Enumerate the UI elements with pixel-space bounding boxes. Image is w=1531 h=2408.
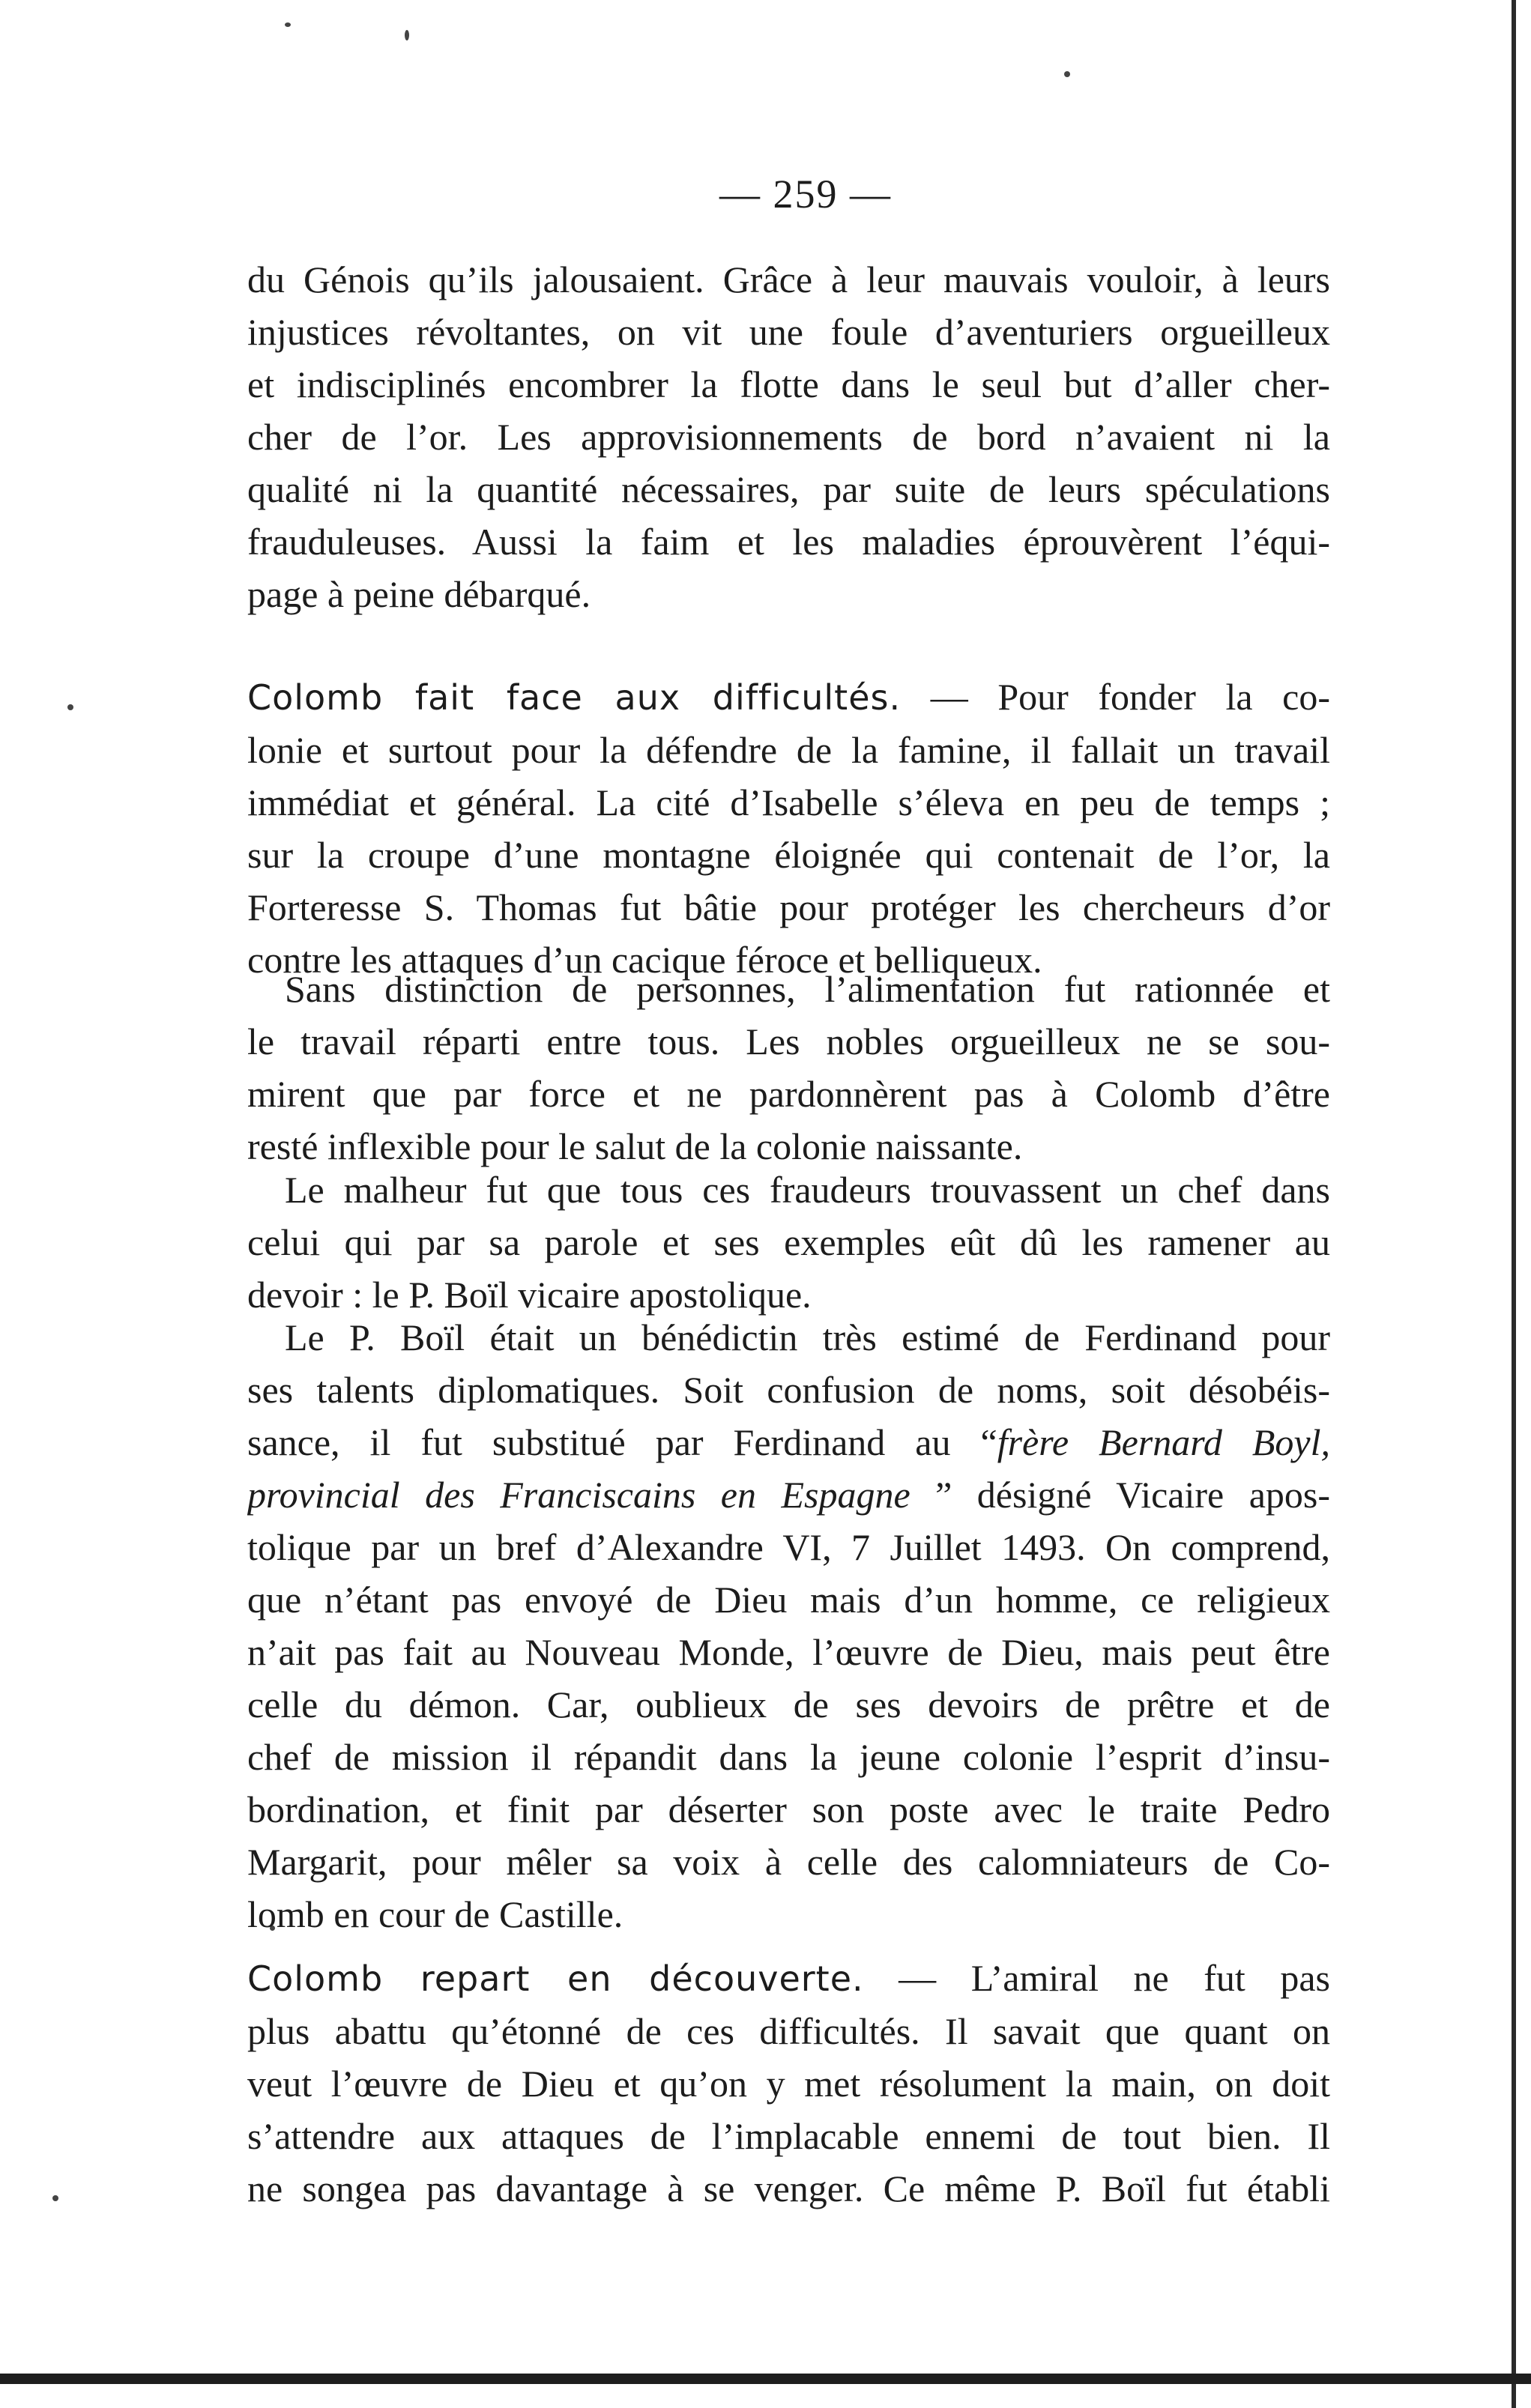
text-line: sur la croupe d’une montagne éloignée qui contenait de l’or, la xyxy=(247,834,1330,876)
section-first-line xyxy=(247,1952,1330,2005)
italic-title: frère Bernard Boyl, xyxy=(997,1421,1330,1463)
text-line: page à peine débarqué. xyxy=(247,573,591,615)
scan-speck xyxy=(285,22,291,27)
text-line: ne songea pas davantage à se venger. Ce même P. Boïl fut établi xyxy=(247,2167,1330,2209)
text-line: Margarit, pour mêler sa voix à celle des calomniateurs de Co- xyxy=(247,1841,1330,1883)
text-line: lomb en cour de Castille. xyxy=(247,1893,623,1935)
text-line: s’attendre aux attaques de l’implacable ennemi de tout bien. Il xyxy=(247,2115,1330,2157)
section-heading: Colomb fait face aux difficultés. xyxy=(247,677,902,718)
text-line: et indisciplinés encombrer la flotte dans le seul but d’aller cher- xyxy=(247,363,1330,405)
paragraph-3 xyxy=(247,963,1330,1173)
text-line: Le P. Boïl était un bénédictin très estimé de Ferdinand pour xyxy=(285,1316,1330,1358)
paragraph-5 xyxy=(247,1311,1330,1940)
scan-speck xyxy=(405,30,409,40)
text-line: ses talents diplomatiques. Soit confusion de noms, soit désobéis- xyxy=(247,1369,1330,1411)
scan-speck xyxy=(1064,71,1070,77)
text-line: celle du démon. Car, oublieux de ses devoirs de prêtre et de xyxy=(247,1684,1330,1725)
text-line: resté inflexible pour le salut de la colonie naissante. xyxy=(247,1125,1023,1167)
text-fragment: ” désigné Vicaire apos- xyxy=(910,1474,1330,1516)
text-fragment: — Pour fonder la co- xyxy=(930,676,1330,718)
text-line: mirent que par force et ne pardonnèrent pas à Colomb d’être xyxy=(247,1073,1330,1115)
text-line xyxy=(247,1416,1330,1468)
text-line: injustices révoltantes, on vit une foule d’aventuriers orgueilleux xyxy=(247,311,1330,353)
text-line: immédiat et général. La cité d’Isabelle s’éleva en peu de temps ; xyxy=(247,781,1330,823)
text-line: lonie et surtout pour la défendre de la famine, il fallait un travail xyxy=(247,729,1330,771)
text-line: Sans distinction de personnes, l’alimentation fut rationnée et xyxy=(285,968,1330,1010)
text-line: veut l’œuvre de Dieu et qu’on y met résolument la main, on doit xyxy=(247,2063,1330,2105)
text-line: cher de l’or. Les approvisionnements de bord n’avaient ni la xyxy=(247,416,1330,458)
section-colomb-fait-face xyxy=(247,671,1330,986)
text-line: bordination, et finit par déserter son poste avec le traite Pedro xyxy=(247,1788,1330,1830)
text-line: que n’étant pas envoyé de Dieu mais d’un homme, ce religieux xyxy=(247,1579,1330,1621)
paragraph-4 xyxy=(247,1164,1330,1321)
page-number: — 259 — xyxy=(719,172,892,217)
text-line: tolique par un bref d’Alexandre VI, 7 Juillet 1493. On comprend, xyxy=(247,1526,1330,1568)
text-line: le travail réparti entre tous. Les nobles orgueilleux ne se sou- xyxy=(247,1020,1330,1062)
text-line xyxy=(247,1468,1330,1521)
text-line: du Génois qu’ils jalousaient. Grâce à leur mauvais vouloir, à leurs xyxy=(247,258,1330,300)
text-line: plus abattu qu’étonné de ces difficultés. Il savait que quant on xyxy=(247,2010,1330,2052)
text-line: devoir : le P. Boïl vicaire apostolique. xyxy=(247,1274,812,1316)
text-line: n’ait pas fait au Nouveau Monde, l’œuvre de Dieu, mais peut être xyxy=(247,1631,1330,1673)
page-edge-rule xyxy=(1512,0,1516,2408)
scan-speck xyxy=(67,704,73,710)
text-line: contre les attaques d’un cacique féroce et belliqueux. xyxy=(247,939,1042,981)
section-heading: Colomb repart en découverte. xyxy=(247,1958,864,1999)
text-line: chef de mission il répandit dans la jeune colonie l’esprit d’insu- xyxy=(247,1736,1330,1778)
text-line: celui qui par sa parole et ses exemples eût dû les ramener au xyxy=(247,1221,1330,1263)
text-fragment: sance, il fut substitué par Ferdinand au “ xyxy=(247,1421,997,1463)
scan-speck xyxy=(52,2195,58,2201)
section-first-line xyxy=(247,671,1330,724)
text-fragment: — L’amiral ne fut pas xyxy=(899,1957,1330,1999)
text-line: frauduleuses. Aussi la faim et les maladies éprouvèrent l’équi- xyxy=(247,521,1330,563)
italic-title: provincial des Franciscains en Espagne xyxy=(247,1474,911,1516)
text-line: Le malheur fut que tous ces fraudeurs trouvassent un chef dans xyxy=(285,1169,1330,1211)
page-bottom-rule xyxy=(0,2374,1531,2384)
text-line: qualité ni la quantité nécessaires, par suite de leurs spéculations xyxy=(247,468,1330,510)
section-colomb-repart xyxy=(247,1952,1330,2215)
text-line: Forteresse S. Thomas fut bâtie pour protéger les chercheurs d’or xyxy=(247,886,1330,928)
paragraph-1 xyxy=(247,253,1330,620)
